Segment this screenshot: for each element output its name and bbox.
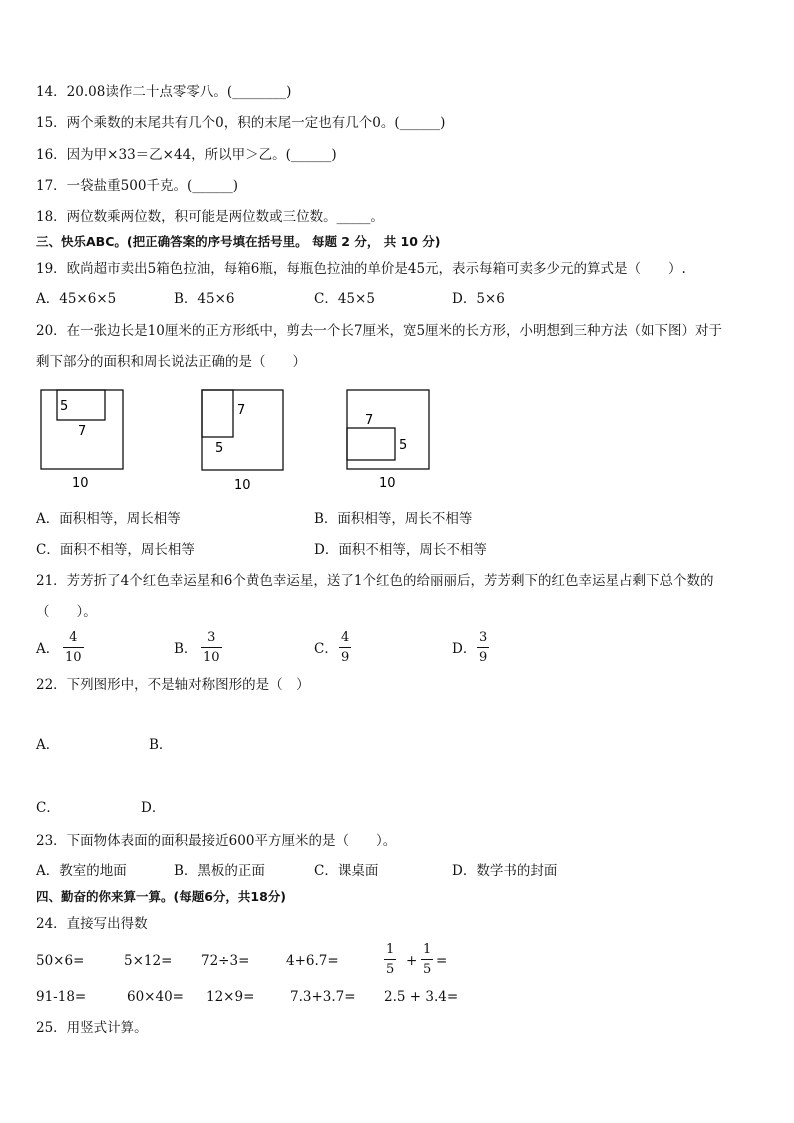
calc-7-3plus3-7: 7.3+3.7= [290,989,356,1005]
question-17: 17．一袋盐重500千克。(______) [36,178,238,194]
q22-option-b: B． [149,737,173,753]
calc-plus-sign: + [406,953,418,969]
figure-2-width-label: 5 [215,441,224,456]
question-22-stem: 22．下列图形中，不是轴对称图形的是（ ） [36,677,310,693]
calc-fraction-equals: = [436,953,448,969]
q20-figure-1 [41,390,123,491]
calc-5x12: 5×12= [124,953,173,969]
q21-option-a-fraction: 4 10 [65,630,82,665]
calc-12x9: 12×9= [206,989,255,1005]
calc-fraction-1: 1 5 [386,942,395,977]
figure-2-length-label: 7 [237,403,246,418]
q19-option-a: A．45×6×5 [36,291,117,307]
question-23-stem: 23．下面物体表面的面积最接近600平方厘米的是（ ）。 [36,833,397,849]
figure-2-side-label: 10 [234,478,251,493]
figure-2-square [202,390,283,470]
calc-91-18: 91-18= [36,989,87,1005]
question-14: 14．20.08读作二十点零零八。(________) [36,84,292,100]
q20-option-d: D．面积不相等，周长不相等 [314,542,487,558]
section-3-heading: 三、快乐ABC。(把正确答案的序号填在括号里。 每题 2 分， 共 10 分) [36,234,441,249]
question-18: 18．两位数乘两位数，积可能是两位数或三位数。_____。 [36,209,384,225]
figure-3-side-label: 10 [379,476,396,491]
question-20-stem-line1: 20．在一张边长是10厘米的正方形纸中，剪去一个长7厘米，宽5厘米的长方形，小明想到三种方法（如下图）对于 [36,323,723,339]
q22-option-d: D． [141,800,166,816]
figure-3-cut-rect [347,428,395,460]
question-19-stem: 19．欧尚超市卖出5箱色拉油，每箱6瓶，每瓶色拉油的单价是45元，表示每箱可卖多少元的算式是（ ）. [36,261,686,277]
question-15: 15．两个乘数的末尾共有几个0，积的末尾一定也有几个0。(______) [36,115,446,131]
q20-option-b: B．面积相等，周长不相等 [314,511,473,527]
q19-option-b: B．45×6 [174,291,235,307]
question-24-stem: 24．直接写出得数 [36,916,148,932]
q23-option-d: D．数学书的封面 [452,863,558,879]
question-20-stem-line2: 剩下部分的面积和周长说法正确的是（ ） [36,354,306,370]
q20-option-a: A．面积相等，周长相等 [36,511,181,527]
calc-2-5plus3-4: 2.5 + 3.4= [384,989,459,1005]
q21-option-b-label: B． [174,641,198,657]
q21-option-c-label: C． [314,641,338,657]
q22-option-c: C． [36,800,60,816]
q23-option-c: C．课桌面 [314,863,379,879]
figure-2-cut-rect [202,390,233,437]
calc-fraction-2: 1 5 [423,942,432,977]
figure-3-width-label: 5 [399,438,408,453]
calc-72div3: 72÷3= [201,953,250,969]
q21-option-d-fraction: 3 9 [479,630,488,665]
q20-figure-2 [202,390,283,493]
question-21-stem-line1: 21．芳芳折了4个红色幸运星和6个黄色幸运星，送了1个红色的给丽丽后，芳芳剩下的红色幸运星占剩下总个数的 [36,573,714,589]
q21-option-d-label: D． [452,641,477,657]
figure-3-square [347,390,429,469]
q23-option-b: B．黑板的正面 [174,863,265,879]
question-25-stem: 25．用竖式计算。 [36,1020,148,1036]
q21-option-b-fraction: 3 10 [203,630,220,665]
figure-3-length-label: 7 [365,413,374,428]
figure-1-side-label: 10 [72,476,89,491]
q21-option-c-fraction: 4 9 [341,630,350,665]
section-4-heading: 四、勤奋的你来算一算。(每题6分，共18分) [36,889,287,904]
figure-1-length-label: 7 [78,424,87,439]
q23-option-a: A．教室的地面 [36,863,127,879]
q21-option-a-label: A． [36,641,60,657]
q19-option-d: D．5×6 [452,291,505,307]
q22-option-a: A． [36,737,60,753]
calc-60x40: 60×40= [127,989,184,1005]
q20-figure-3 [347,390,429,491]
q20-option-c: C．面积不相等，周长相等 [36,542,195,558]
calc-50x6: 50×6= [36,953,85,969]
q20-figures [0,380,794,500]
question-16: 16．因为甲×33＝乙×44，所以甲＞乙。(______) [36,147,337,163]
figure-1-width-label: 5 [60,399,69,414]
q19-option-c: C．45×5 [314,291,375,307]
question-21-stem-line2: （ ）。 [36,604,97,620]
calc-4plus6-7: 4+6.7= [286,953,339,969]
